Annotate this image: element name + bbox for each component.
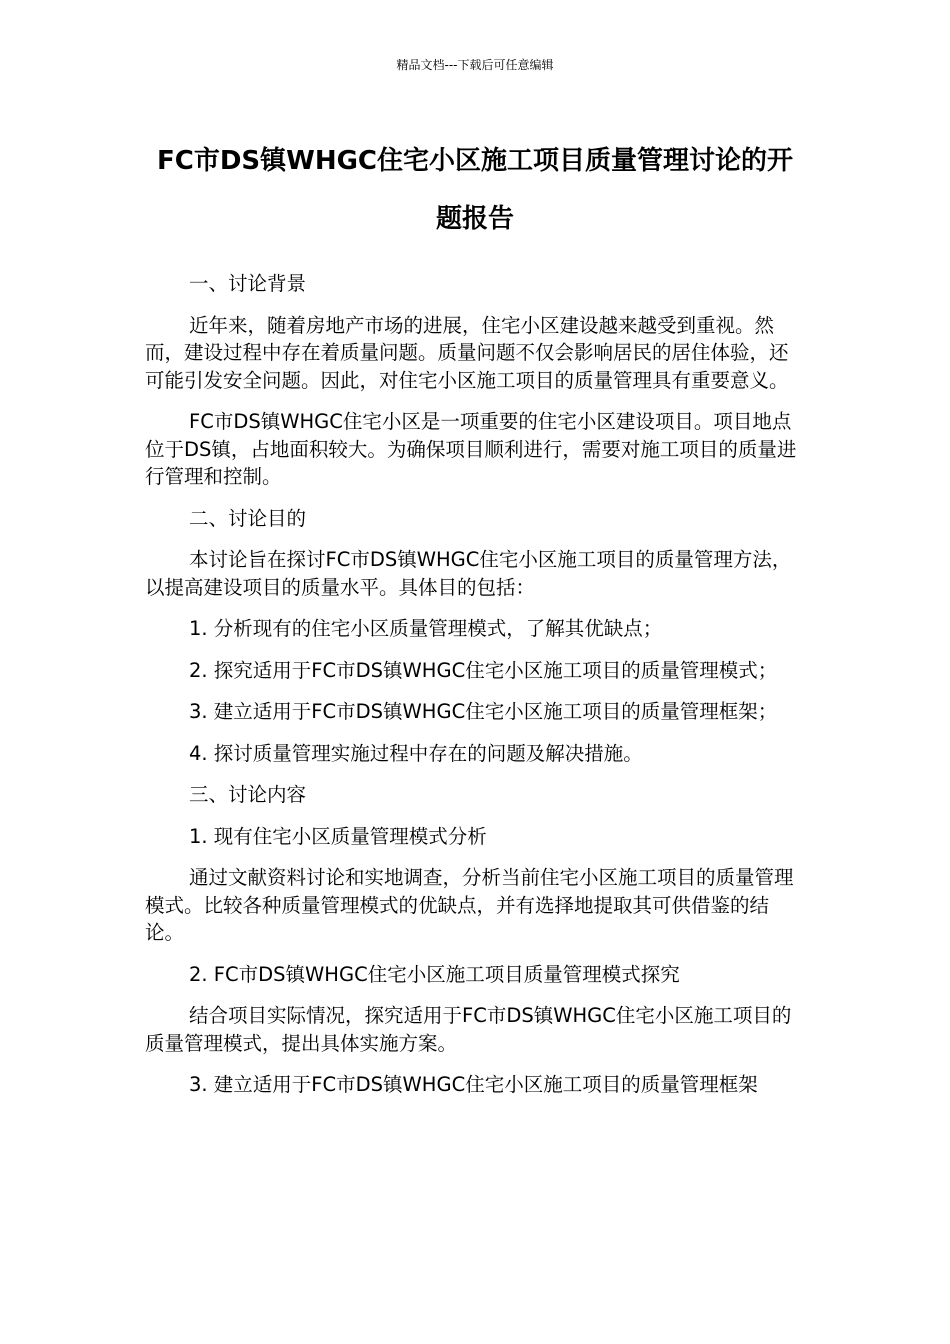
section-heading-purpose: 二、讨论目的	[189, 506, 307, 530]
list-item: 1. 分析现有的住宅小区质量管理模式，了解其优缺点；	[189, 617, 663, 640]
list-item: 3. 建立适用于FC市DS镇WHGC住宅小区施工项目的质量管理框架；	[189, 700, 778, 723]
page-header: 精品文档---下载后可任意编辑	[396, 58, 554, 72]
list-item: 4. 探讨质量管理实施过程中存在的问题及解决措施。	[189, 741, 643, 765]
paragraph: 结合项目实际情况，探究适用于FC市DS镇WHGC住宅小区施工项目的质量管理模式，提出具体实施方案。	[145, 1004, 792, 1055]
paragraph: 本讨论旨在探讨FC市DS镇WHGC住宅小区施工项目的质量管理方法，以提高建设项目的质量水平。具体目的包括：	[145, 548, 792, 599]
list-item: 2. 探究适用于FC市DS镇WHGC住宅小区施工项目的质量管理模式；	[189, 658, 778, 682]
paragraph: FC市DS镇WHGC住宅小区是一项重要的住宅小区建设项目。项目地点位于DS镇，占地面积较大。为确保项目顺利进行，需要对施工项目的质量进行管理和控制。	[145, 410, 797, 488]
subheading: 3. 建立适用于FC市DS镇WHGC住宅小区施工项目的质量管理框架	[189, 1073, 758, 1096]
paragraph: 近年来，随着房地产市场的进展，住宅小区建设越来越受到重视。然而，建设过程中存在着质量问题。质量问题不仅会影响居民的居住体验，还可能引发安全问题。因此，对住宅小区施工项目的质量管理具有重要意义。	[145, 313, 789, 392]
document-body	[145, 270, 805, 1113]
document-title: FC市DS镇WHGC住宅小区施工项目质量管理讨论的开题报告	[156, 146, 793, 234]
section-heading-content: 三、讨论内容	[189, 783, 307, 806]
section-heading-background: 一、讨论背景	[189, 272, 307, 295]
subheading: 2. FC市DS镇WHGC住宅小区施工项目质量管理模式探究	[189, 962, 680, 986]
subheading: 1. 现有住宅小区质量管理模式分析	[189, 824, 487, 848]
paragraph: 通过文献资料讨论和实地调查，分析当前住宅小区施工项目的质量管理模式。比较各种质量管理模式的优缺点，并有选择地提取其可供借鉴的结论。	[145, 866, 794, 944]
